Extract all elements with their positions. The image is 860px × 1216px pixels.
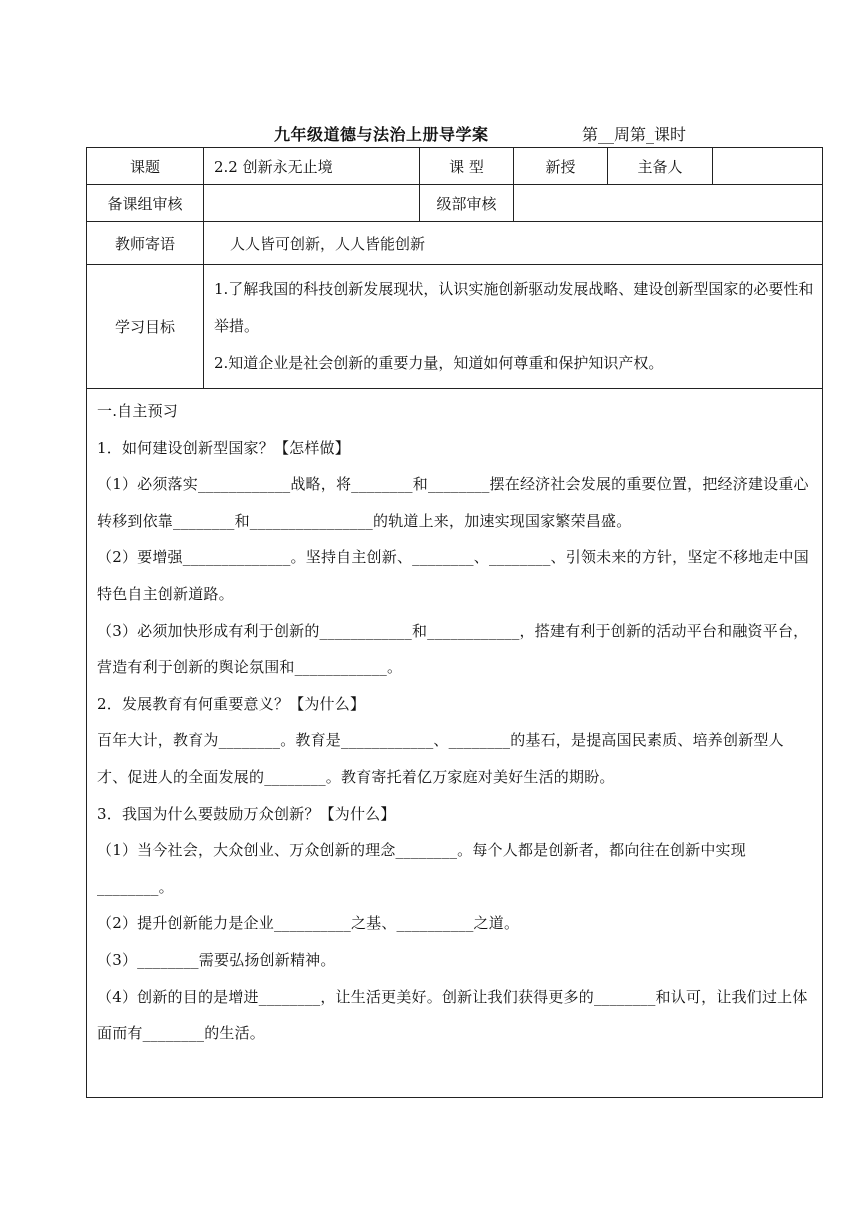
lesson-plan-table (86, 147, 823, 1098)
grade-review-label: 级部审核 (420, 185, 514, 222)
lead-teacher-value (713, 148, 823, 185)
fill-in-item: （2）要增强______________。坚持自主创新、________、________、引领未来的方针，坚定不移地走中国特色自主创新道路。 (97, 548, 809, 603)
learning-goals-label: 学习目标 (87, 265, 204, 389)
fill-in-item: （3）________需要弘扬创新精神。 (97, 950, 336, 969)
fill-in-item: （2）提升创新能力是企业__________之基、__________之道。 (97, 914, 520, 933)
fill-in-item: （1）当今社会，大众创业、万众创新的理念________。每个人都是创新者，都向往在创新中实现________。 (97, 841, 746, 896)
message-row (87, 222, 823, 265)
question-heading: 1．如何建设创新型国家？【怎样做】 (97, 438, 350, 457)
question-heading: 2．发展教育有何重要意义？【为什么】 (97, 694, 366, 713)
topic-label: 课题 (87, 148, 204, 185)
learning-goals (204, 265, 823, 389)
type-label: 课 型 (420, 148, 514, 185)
fill-in-item: （3）必须加快形成有利于创新的____________和____________，搭建有利于创新的活动平台和融资平台，营造有利于创新的舆论氛围和____________。 (97, 621, 809, 677)
content-row (87, 389, 823, 1098)
group-review-value (204, 185, 420, 222)
teacher-message-label: 教师寄语 (87, 222, 204, 265)
goals-row (87, 265, 823, 389)
question-heading: 3．我国为什么要鼓励万众创新？【为什么】 (97, 804, 396, 823)
self-study-section (87, 389, 823, 1098)
group-review-label: 备课组审核 (87, 185, 204, 222)
section-heading: 一.自主预习 (97, 402, 178, 420)
grade-review-value (514, 185, 823, 222)
goal-item: 2.知道企业是社会创新的重要力量，知道如何尊重和保护知识产权。 (214, 354, 664, 372)
review-row (87, 185, 823, 222)
type-value: 新授 (514, 148, 608, 185)
topic-value: 2.2 创新永无止境 (204, 148, 420, 185)
goal-item: 1.了解我国的科技创新发展现状，认识实施创新驱动发展战略、建设创新型国家的必要性和举措。 (214, 280, 814, 335)
lead-teacher-label: 主备人 (608, 148, 713, 185)
week-period-label: 第__周第_课时 (582, 125, 687, 144)
teacher-message-value: 人人皆可创新，人人皆能创新 (204, 222, 823, 265)
fill-in-item: 百年大计，教育为________。教育是____________、________的基石，是提高国民素质、培养创新型人才、促进人的全面发展的________。教育寄托着亿万家庭对美好生活的期盼。 (97, 731, 784, 786)
fill-in-item: （1）必须落实____________战略，将________和________摆在经济社会发展的重要位置，把经济建设重心转移到依靠________和________________的轨道上来，加速实现国家繁荣昌盛。 (97, 475, 809, 530)
document-header (0, 122, 860, 146)
fill-in-item: （4）创新的目的是增进________，让生活更美好。创新让我们获得更多的________和认可，让我们过上体面而有________的生活。 (97, 987, 808, 1043)
document-title: 九年级道德与法治上册导学案 (274, 125, 489, 144)
topic-row (87, 148, 823, 185)
